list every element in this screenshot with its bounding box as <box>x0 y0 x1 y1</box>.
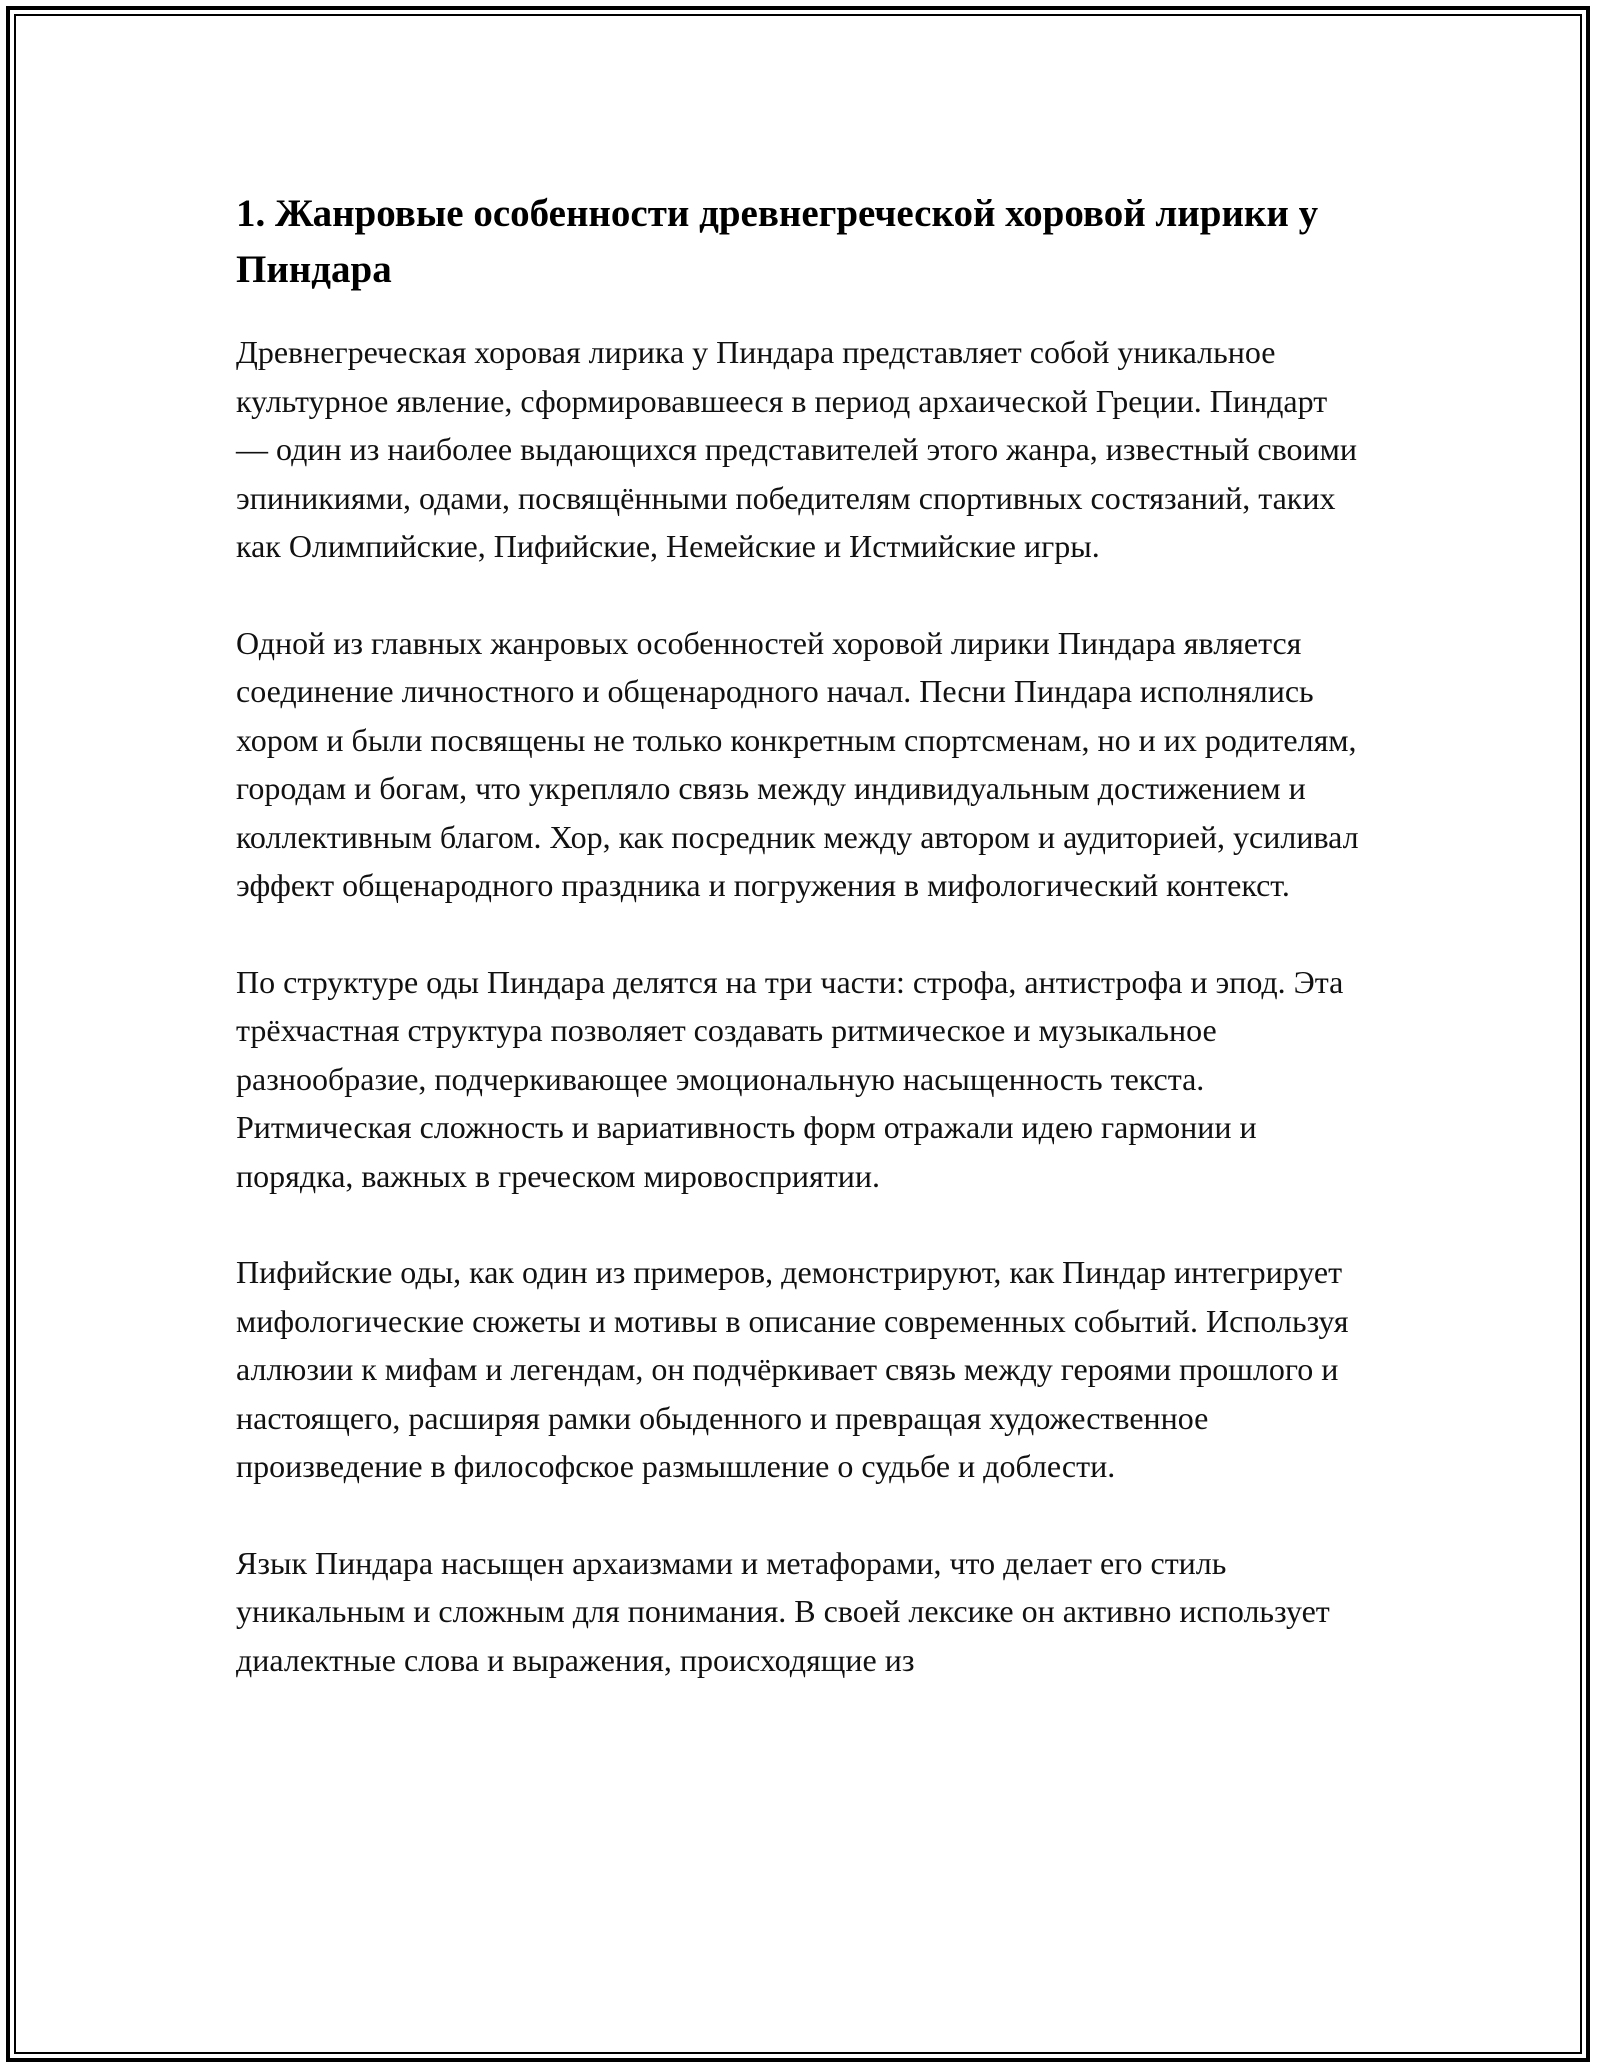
paragraph-genre-features: Одной из главных жанровых особенностей хоровой лирики Пиндара является соединение личностного и общенародного начал. Песни Пиндара исполнялись хором и были посвящены не только конкретным спортсменам, но и их родителям, городам и богам, что укрепляло связь между индивидуальным достижением и коллективным благом. Хор, как посредник между автором и аудиторией, усиливал эффект общенародного праздника и погружения в мифологический контекст. <box>236 624 1359 903</box>
paragraph-pythian-odes: Пифийские оды, как один из примеров, демонстрируют, как Пиндар интегрирует мифологические сюжеты и мотивы в описание современных событий. Используя аллюзии к мифам и легендам, он подчёркивает связь между героями прошлого и настоящего, расширяя рамки обыденного и превращая художественное произведение в философское размышление о судьбе и доблести. <box>236 1254 1349 1484</box>
document-page <box>236 186 1366 1732</box>
paragraph-ode-structure: По структуре оды Пиндара делятся на три части: строфа, антистрофа и эпод. Эта трёхчастная структура позволяет создавать ритмическое и музыкальное разнообразие, подчеркивающее эмоциональную насыщенность текста. Ритмическая сложность и вариативность форм отражали идею гармонии и порядка, важных в греческом мировосприятии. <box>236 963 1344 1194</box>
paragraph-language: Язык Пиндара насыщен архаизмами и метафорами, что делает его стиль уникальным и сложным для понимания. В своей лексике он активно использует диалектные слова и выражения, происходящие из <box>236 1544 1330 1678</box>
paragraph-intro: Древнегреческая хоровая лирика у Пиндара представляет собой уникальное культурное явление, сформировавшееся в период архаической Греции. Пиндарт — один из наиболее выдающихся представителей этого жанра, известный своими эпиникиями, одами, посвящёнными победителям спортивных состязаний, таких как Олимпийские, Пифийские, Немейские и Истмийские игры. <box>236 334 1357 564</box>
document-title: 1. Жанровые особенности древнегреческой хоровой лирики у Пиндара <box>236 192 1319 291</box>
